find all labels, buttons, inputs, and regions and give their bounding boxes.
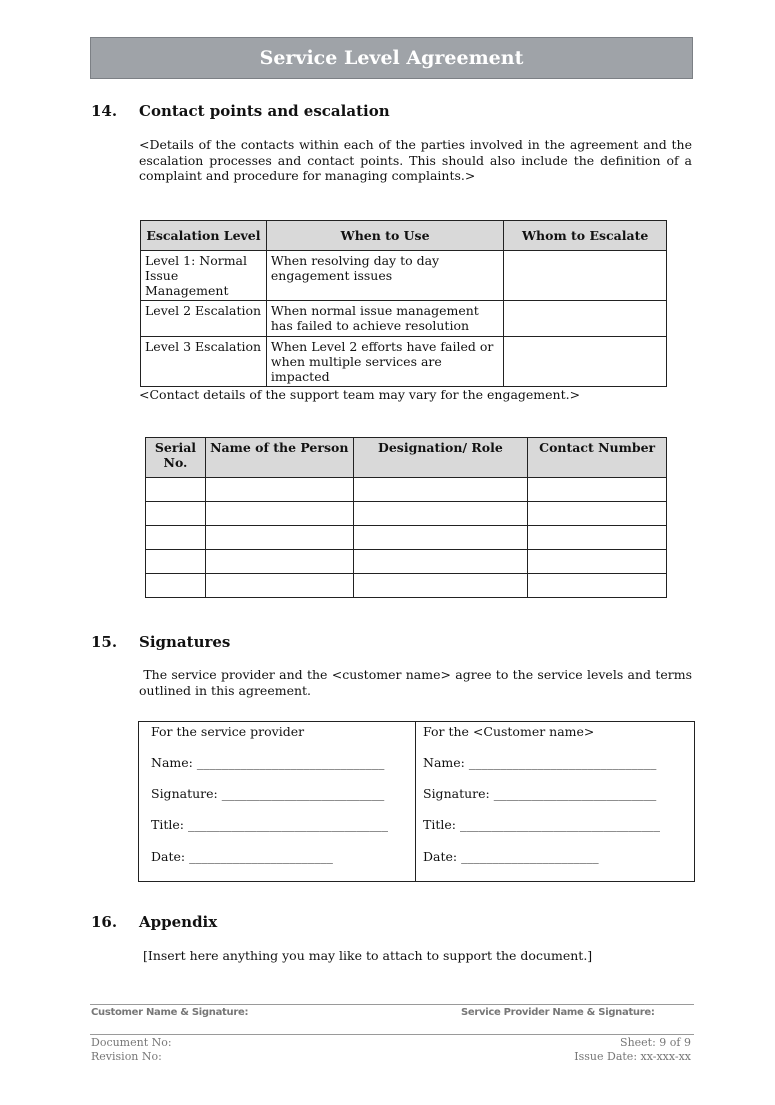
customer-heading: For the <Customer name> [423,724,595,739]
customer-name-field: Name: ______________________________ [423,755,657,770]
table-cell: Level 3 Escalation [141,337,267,387]
column-header: When to Use [266,221,503,251]
section-16-heading [91,913,217,931]
table-cell [205,526,353,550]
table-cell [504,251,667,301]
table-cell [528,502,667,526]
issue-date: Issue Date: xx-xxx-xx [574,1050,691,1063]
customer-date-field: Date: ______________________ [423,849,599,864]
table-cell: When resolving day to day engagement issues [266,251,503,301]
column-header: Name of the Person [205,438,353,478]
table-cell [528,574,667,598]
table-row [146,574,667,598]
contact-note: <Contact details of the support team may vary for the engagement.> [139,387,581,402]
contact-table [145,437,667,598]
column-header: Designation/ Role [353,438,528,478]
provider-signature-field: Signature: __________________________ [151,786,385,801]
column-header: Contact Number [528,438,667,478]
table-cell: When Level 2 efforts have failed or when multiple services are impacted [266,337,503,387]
section-title: Contact points and escalation [139,102,390,120]
table-cell [146,502,206,526]
table-cell [205,574,353,598]
table-cell [528,550,667,574]
customer-signature-field: Signature: __________________________ [423,786,657,801]
footer-divider-top [90,1004,694,1005]
section-title: Appendix [139,913,218,931]
provider-heading: For the service provider [151,724,305,739]
section-number: 14. [91,102,118,120]
sheet-number: Sheet: 9 of 9 [620,1036,691,1049]
provider-name-field: Name: ______________________________ [151,755,385,770]
table-row [146,478,667,502]
section-14-heading [91,102,390,120]
table-cell [205,502,353,526]
provider-title-field: Title: ________________________________ [151,817,388,832]
appendix-body: [Insert here anything you may like to attach to support the document.] [143,948,593,963]
customer-signature-label: Customer Name & Signature: [91,1007,249,1018]
revision-number: Revision No: [91,1050,162,1063]
section-15-heading [91,633,230,651]
table-row [141,337,667,387]
section-number: 15. [91,633,118,651]
page-header-banner [90,37,693,79]
customer-title-field: Title: ________________________________ [423,817,660,832]
document-number: Document No: [91,1036,172,1049]
section-number: 16. [91,913,118,931]
signature-box [138,721,695,882]
section-title: Signatures [139,633,231,651]
provider-signature-label: Service Provider Name & Signature: [461,1007,655,1018]
table-cell: Level 1: Normal Issue Management [141,251,267,301]
table-cell [504,337,667,387]
table-cell [353,526,528,550]
table-cell [528,478,667,502]
column-header: Whom to Escalate [504,221,667,251]
table-cell [146,526,206,550]
table-cell [146,478,206,502]
escalation-table [140,220,667,387]
column-header: Escalation Level [141,221,267,251]
table-row [146,502,667,526]
table-row [146,550,667,574]
table-cell [353,574,528,598]
table-cell [528,526,667,550]
table-row [141,301,667,337]
column-header: Serial No. [146,438,206,478]
document-title: Service Level Agreement [259,47,524,69]
table-cell [146,574,206,598]
table-cell: When normal issue management has failed to achieve resolution [266,301,503,337]
table-cell: Level 2 Escalation [141,301,267,337]
provider-signature-column [139,722,415,881]
table-cell [504,301,667,337]
section-14-intro: <Details of the contacts within each of the parties involved in the agreement and the escalation processes and contact points. This should also include the definition of a complaint and procedure for managing complaints.> [139,137,692,183]
table-cell [205,550,353,574]
table-header-row [146,438,667,478]
footer-divider-bottom [90,1034,694,1035]
table-cell [353,478,528,502]
table-cell [353,550,528,574]
provider-date-field: Date: _______________________ [151,849,333,864]
customer-signature-column [415,722,694,881]
section-15-intro: The service provider and the <customer name> agree to the service levels and terms outlined in this agreement. [139,667,696,698]
table-row [141,251,667,301]
table-cell [205,478,353,502]
table-header-row [141,221,667,251]
table-cell [353,502,528,526]
table-cell [146,550,206,574]
table-row [146,526,667,550]
